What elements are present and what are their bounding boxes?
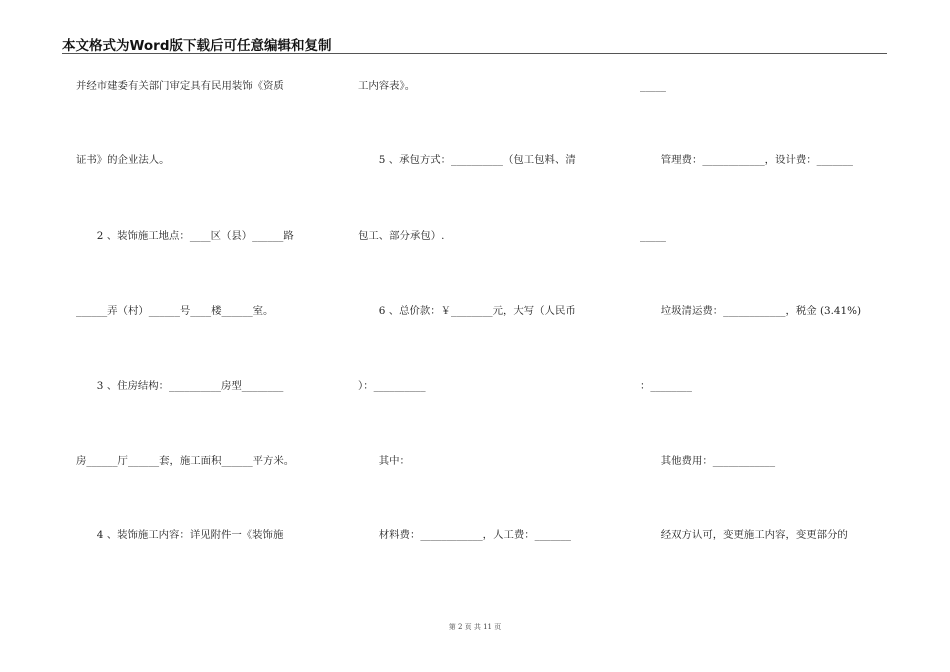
- text-line: 房______厅______套，施工面积______平方米。: [76, 455, 295, 467]
- document-header-title: 本文格式为Word版下载后可任意编辑和复制: [62, 38, 332, 54]
- text-line: 3 、住房结构：__________房型________: [76, 380, 284, 392]
- text-line: 其中：: [358, 455, 410, 467]
- text-line: 证书》的企业法人。: [76, 154, 170, 166]
- text-line: 垃圾清运费：____________，税金 (3.41%): [640, 305, 862, 317]
- text-line: 材料费：____________，人工费：_______: [358, 529, 572, 541]
- page-number: 第 2 页 共 11 页: [448, 623, 502, 631]
- text-line: ______弄（村）______号____楼______室。: [76, 305, 274, 317]
- text-line: ：________: [640, 380, 692, 392]
- text-line: 5 、承包方式：__________（包工包料、清: [358, 154, 576, 166]
- header-divider: [62, 53, 887, 54]
- text-line: 其他费用：____________: [640, 455, 776, 467]
- text-line: 包工、部分承包）.: [358, 230, 445, 242]
- text-line: 管理费：____________，设计费：_______: [640, 154, 854, 166]
- text-line: 工内容表》。: [358, 80, 416, 92]
- text-line: 4 、装饰施工内容：详见附件一《装饰施: [76, 529, 284, 541]
- text-line: ）：__________: [358, 380, 426, 392]
- text-line: 6 、总价款：￥________元，大写（人民币: [358, 305, 576, 317]
- text-line: 并经市建委有关部门审定具有民用装饰《资质: [76, 80, 284, 92]
- text-line: _____: [640, 230, 666, 242]
- text-line: 2 、装饰施工地点：____区（县）______路: [76, 230, 294, 242]
- text-line: _____: [640, 80, 666, 92]
- text-line: 经双方认可，变更施工内容，变更部分的: [640, 529, 848, 541]
